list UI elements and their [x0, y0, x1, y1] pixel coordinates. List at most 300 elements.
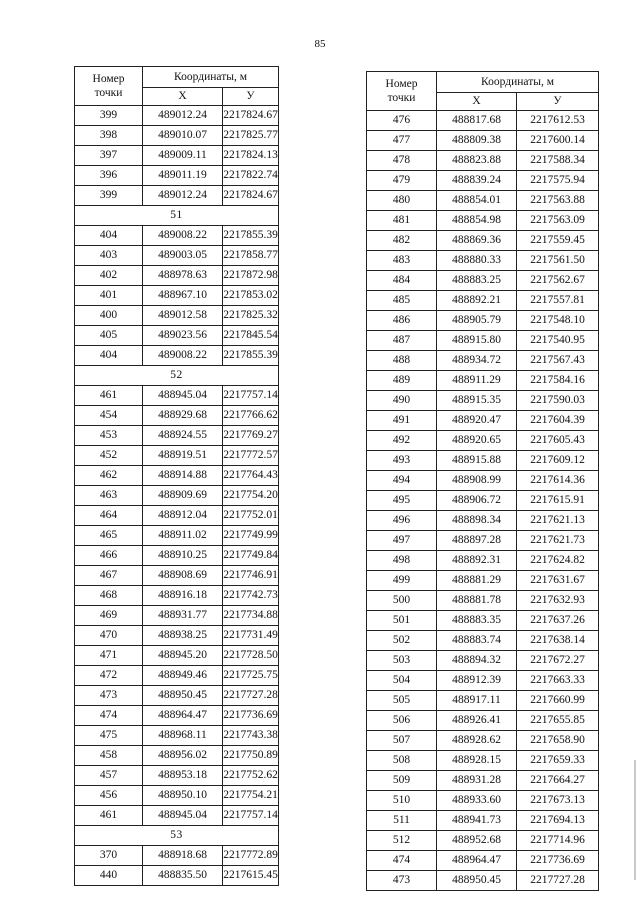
y-coordinate-cell: 2217824.13 [223, 146, 279, 166]
table-row [367, 831, 599, 851]
point-number-cell: 496 [367, 511, 437, 531]
table-row [367, 451, 599, 471]
point-number-cell: 457 [75, 766, 143, 786]
x-coordinate-cell: 489012.58 [143, 306, 223, 326]
y-coordinate-cell: 2217590.03 [517, 391, 599, 411]
table-row [75, 146, 279, 166]
y-coordinate-cell: 2217742.73 [223, 586, 279, 606]
x-coordinate-cell: 489010.07 [143, 126, 223, 146]
x-coordinate-cell: 488950.45 [143, 686, 223, 706]
coordinates-header: Координаты, м [143, 67, 279, 88]
y-coordinate-cell: 2217609.12 [517, 451, 599, 471]
point-number-cell: 500 [367, 591, 437, 611]
y-coordinate-cell: 2217655.85 [517, 711, 599, 731]
point-number-cell: 461 [75, 806, 143, 826]
table-row [75, 466, 279, 486]
x-coordinate-cell: 489012.24 [143, 106, 223, 126]
x-coordinate-cell: 488908.99 [437, 471, 517, 491]
point-number-cell: 404 [75, 346, 143, 366]
point-number-cell: 504 [367, 671, 437, 691]
table-row [75, 386, 279, 406]
y-coordinate-cell: 2217588.34 [517, 151, 599, 171]
x-coordinate-cell: 488950.10 [143, 786, 223, 806]
x-coordinate-cell: 488897.28 [437, 531, 517, 551]
point-number-cell: 471 [75, 646, 143, 666]
point-number-cell: 495 [367, 491, 437, 511]
point-number-cell: 497 [367, 531, 437, 551]
point-number-cell: 509 [367, 771, 437, 791]
x-coordinate-cell: 489008.22 [143, 226, 223, 246]
point-number-cell: 469 [75, 606, 143, 626]
point-number-cell: 480 [367, 191, 437, 211]
table-row [367, 391, 599, 411]
point-number-cell: 456 [75, 786, 143, 806]
table-row [75, 786, 279, 806]
y-coordinate-cell: 2217825.32 [223, 306, 279, 326]
x-coordinate-cell: 488817.68 [437, 111, 517, 131]
table-row [367, 571, 599, 591]
point-number-cell: 397 [75, 146, 143, 166]
x-coordinate-cell: 488883.25 [437, 271, 517, 291]
x-coordinate-cell: 489012.24 [143, 186, 223, 206]
x-coordinate-cell: 488915.35 [437, 391, 517, 411]
section-row [75, 206, 279, 226]
point-number-cell: 400 [75, 306, 143, 326]
point-number-cell: 453 [75, 426, 143, 446]
section-number: 53 [75, 826, 279, 846]
table-row [75, 246, 279, 266]
y-coordinate-cell: 2217757.14 [223, 806, 279, 826]
table-row [367, 131, 599, 151]
y-coordinate-cell: 2217825.77 [223, 126, 279, 146]
scan-edge-mark [634, 760, 636, 880]
section-row [75, 826, 279, 846]
point-number-cell: 399 [75, 186, 143, 206]
x-coordinate-cell: 488911.29 [437, 371, 517, 391]
point-number-cell: 491 [367, 411, 437, 431]
table-row [367, 791, 599, 811]
table-row [75, 666, 279, 686]
section-number: 52 [75, 366, 279, 386]
table-row [75, 686, 279, 706]
point-number-cell: 506 [367, 711, 437, 731]
x-coordinate-cell: 489023.56 [143, 326, 223, 346]
table-row [75, 486, 279, 506]
page-number: 85 [314, 38, 326, 50]
table-row [75, 266, 279, 286]
x-coordinate-cell: 488916.18 [143, 586, 223, 606]
y-coordinate-cell: 2217772.89 [223, 846, 279, 866]
table-row [75, 526, 279, 546]
point-number-cell: 486 [367, 311, 437, 331]
x-coordinate-cell: 488915.80 [437, 331, 517, 351]
point-number-cell: 510 [367, 791, 437, 811]
y-coordinate-cell: 2217615.45 [223, 866, 279, 886]
table-row [367, 771, 599, 791]
x-coordinate-cell: 489008.22 [143, 346, 223, 366]
table-row [367, 191, 599, 211]
table-body-left [75, 106, 279, 886]
point-number-cell: 503 [367, 651, 437, 671]
x-coordinate-cell: 488920.47 [437, 411, 517, 431]
x-coordinate-cell: 489011.19 [143, 166, 223, 186]
y-coordinate-cell: 2217548.10 [517, 311, 599, 331]
y-coordinate-cell: 2217731.49 [223, 626, 279, 646]
y-coordinate-cell: 2217615.91 [517, 491, 599, 511]
table-row [367, 211, 599, 231]
table-body-right [367, 111, 599, 891]
point-number-cell: 498 [367, 551, 437, 571]
point-number-cell: 402 [75, 266, 143, 286]
point-number-cell: 467 [75, 566, 143, 586]
table-row [367, 851, 599, 871]
x-coordinate-cell: 488926.41 [437, 711, 517, 731]
y-coordinate-cell: 2217824.67 [223, 186, 279, 206]
y-coordinate-cell: 2217561.50 [517, 251, 599, 271]
table-row [75, 506, 279, 526]
y-coordinate-cell: 2217766.62 [223, 406, 279, 426]
x-coordinate-cell: 488910.25 [143, 546, 223, 566]
y-coordinate-cell: 2217872.98 [223, 266, 279, 286]
y-column-header: У [223, 87, 279, 105]
x-coordinate-cell: 488934.72 [437, 351, 517, 371]
point-number-cell: 396 [75, 166, 143, 186]
table-row [75, 406, 279, 426]
y-coordinate-cell: 2217563.88 [517, 191, 599, 211]
y-coordinate-cell: 2217660.99 [517, 691, 599, 711]
y-coordinate-cell: 2217621.13 [517, 511, 599, 531]
x-coordinate-cell: 488968.11 [143, 726, 223, 746]
x-coordinate-cell: 488905.79 [437, 311, 517, 331]
y-coordinate-cell: 2217563.09 [517, 211, 599, 231]
table-row [367, 171, 599, 191]
y-coordinate-cell: 2217858.77 [223, 246, 279, 266]
y-coordinate-cell: 2217559.45 [517, 231, 599, 251]
table-row [367, 671, 599, 691]
x-coordinate-cell: 488952.68 [437, 831, 517, 851]
x-coordinate-cell: 488915.88 [437, 451, 517, 471]
table-row [75, 566, 279, 586]
point-number-header: Номер точки [75, 67, 143, 106]
table-row [367, 531, 599, 551]
y-coordinate-cell: 2217637.26 [517, 611, 599, 631]
point-number-cell: 454 [75, 406, 143, 426]
x-coordinate-cell: 488964.47 [143, 706, 223, 726]
point-number-cell: 492 [367, 431, 437, 451]
x-coordinate-cell: 488931.28 [437, 771, 517, 791]
x-coordinate-cell: 488918.68 [143, 846, 223, 866]
y-coordinate-cell: 2217769.27 [223, 426, 279, 446]
point-number-cell: 511 [367, 811, 437, 831]
y-coordinate-cell: 2217749.99 [223, 526, 279, 546]
x-coordinate-cell: 488881.78 [437, 591, 517, 611]
table-row [367, 551, 599, 571]
point-number-cell: 452 [75, 446, 143, 466]
x-coordinate-cell: 488839.24 [437, 171, 517, 191]
table-header [75, 67, 279, 106]
x-coordinate-cell: 488931.77 [143, 606, 223, 626]
y-coordinate-cell: 2217600.14 [517, 131, 599, 151]
point-number-cell: 472 [75, 666, 143, 686]
point-number-cell: 474 [75, 706, 143, 726]
point-number-cell: 458 [75, 746, 143, 766]
y-coordinate-cell: 2217853.02 [223, 286, 279, 306]
table-row [75, 646, 279, 666]
table-row [75, 346, 279, 366]
y-column-header: У [517, 92, 599, 110]
x-coordinate-cell: 488914.88 [143, 466, 223, 486]
point-number-cell: 512 [367, 831, 437, 851]
y-coordinate-cell: 2217694.13 [517, 811, 599, 831]
table-row [367, 271, 599, 291]
x-coordinate-cell: 488928.15 [437, 751, 517, 771]
y-coordinate-cell: 2217772.57 [223, 446, 279, 466]
point-number-cell: 482 [367, 231, 437, 251]
table-row [367, 331, 599, 351]
point-number-cell: 484 [367, 271, 437, 291]
table-header [367, 72, 599, 111]
point-number-cell: 403 [75, 246, 143, 266]
y-coordinate-cell: 2217540.95 [517, 331, 599, 351]
x-coordinate-cell: 488883.35 [437, 611, 517, 631]
point-number-cell: 494 [367, 471, 437, 491]
point-number-cell: 462 [75, 466, 143, 486]
coordinates-table-right [366, 71, 599, 891]
x-column-header: X [143, 87, 223, 105]
x-coordinate-cell: 488964.47 [437, 851, 517, 871]
table-row [75, 126, 279, 146]
table-row [367, 151, 599, 171]
point-number-cell: 508 [367, 751, 437, 771]
y-coordinate-cell: 2217743.38 [223, 726, 279, 746]
table-row [367, 611, 599, 631]
y-coordinate-cell: 2217632.93 [517, 591, 599, 611]
x-coordinate-cell: 488924.55 [143, 426, 223, 446]
x-coordinate-cell: 488835.50 [143, 866, 223, 886]
y-coordinate-cell: 2217855.39 [223, 226, 279, 246]
table-row [367, 491, 599, 511]
point-number-cell: 479 [367, 171, 437, 191]
point-number-cell: 473 [75, 686, 143, 706]
x-coordinate-cell: 488920.65 [437, 431, 517, 451]
y-coordinate-cell: 2217727.28 [223, 686, 279, 706]
table-row [367, 691, 599, 711]
x-coordinate-cell: 489003.05 [143, 246, 223, 266]
y-coordinate-cell: 2217754.21 [223, 786, 279, 806]
x-coordinate-cell: 488938.25 [143, 626, 223, 646]
point-number-cell: 490 [367, 391, 437, 411]
table-row [75, 846, 279, 866]
section-row [75, 366, 279, 386]
x-coordinate-cell: 488880.33 [437, 251, 517, 271]
point-number-cell: 466 [75, 546, 143, 566]
y-coordinate-cell: 2217664.27 [517, 771, 599, 791]
point-number-cell: 399 [75, 106, 143, 126]
y-coordinate-cell: 2217746.91 [223, 566, 279, 586]
point-number-cell: 502 [367, 631, 437, 651]
y-coordinate-cell: 2217604.39 [517, 411, 599, 431]
table-row [75, 166, 279, 186]
table-row [367, 291, 599, 311]
table-row [367, 411, 599, 431]
y-coordinate-cell: 2217575.94 [517, 171, 599, 191]
x-coordinate-cell: 488941.73 [437, 811, 517, 831]
point-number-cell: 461 [75, 386, 143, 406]
x-coordinate-cell: 488917.11 [437, 691, 517, 711]
x-coordinate-cell: 488950.45 [437, 871, 517, 891]
point-number-cell: 440 [75, 866, 143, 886]
point-number-cell: 470 [75, 626, 143, 646]
x-coordinate-cell: 488898.34 [437, 511, 517, 531]
point-number-cell: 478 [367, 151, 437, 171]
point-number-cell: 398 [75, 126, 143, 146]
x-coordinate-cell: 488919.51 [143, 446, 223, 466]
y-coordinate-cell: 2217673.13 [517, 791, 599, 811]
table-row [75, 866, 279, 886]
point-number-cell: 474 [367, 851, 437, 871]
point-number-cell: 483 [367, 251, 437, 271]
x-coordinate-cell: 488892.21 [437, 291, 517, 311]
table-row [75, 326, 279, 346]
y-coordinate-cell: 2217734.88 [223, 606, 279, 626]
x-coordinate-cell: 488823.88 [437, 151, 517, 171]
point-number-cell: 505 [367, 691, 437, 711]
table-row [367, 751, 599, 771]
table-row [75, 226, 279, 246]
x-coordinate-cell: 488883.74 [437, 631, 517, 651]
x-coordinate-cell: 488912.39 [437, 671, 517, 691]
table-row [367, 431, 599, 451]
x-coordinate-cell: 488911.02 [143, 526, 223, 546]
y-coordinate-cell: 2217728.50 [223, 646, 279, 666]
table-row [367, 111, 599, 131]
x-coordinate-cell: 489009.11 [143, 146, 223, 166]
y-coordinate-cell: 2217621.73 [517, 531, 599, 551]
x-coordinate-cell: 488929.68 [143, 406, 223, 426]
table-row [75, 586, 279, 606]
table-row [367, 231, 599, 251]
y-coordinate-cell: 2217614.36 [517, 471, 599, 491]
x-coordinate-cell: 488869.36 [437, 231, 517, 251]
point-number-cell: 473 [367, 871, 437, 891]
x-coordinate-cell: 488809.38 [437, 131, 517, 151]
x-coordinate-cell: 488928.62 [437, 731, 517, 751]
point-number-cell: 463 [75, 486, 143, 506]
point-number-cell: 370 [75, 846, 143, 866]
coordinates-header: Координаты, м [437, 72, 599, 93]
x-coordinate-cell: 488945.20 [143, 646, 223, 666]
y-coordinate-cell: 2217659.33 [517, 751, 599, 771]
y-coordinate-cell: 2217605.43 [517, 431, 599, 451]
point-number-cell: 501 [367, 611, 437, 631]
table-row [367, 371, 599, 391]
point-number-cell: 475 [75, 726, 143, 746]
point-number-cell: 488 [367, 351, 437, 371]
table-row [367, 251, 599, 271]
table-row [367, 351, 599, 371]
point-number-cell: 481 [367, 211, 437, 231]
table-row [75, 726, 279, 746]
y-coordinate-cell: 2217749.84 [223, 546, 279, 566]
table-row [367, 731, 599, 751]
table-row [367, 511, 599, 531]
table-row [75, 806, 279, 826]
table-row [75, 446, 279, 466]
y-coordinate-cell: 2217663.33 [517, 671, 599, 691]
x-coordinate-cell: 488953.18 [143, 766, 223, 786]
table-row [367, 871, 599, 891]
point-number-cell: 477 [367, 131, 437, 151]
y-coordinate-cell: 2217714.96 [517, 831, 599, 851]
x-coordinate-cell: 488949.46 [143, 666, 223, 686]
table-row [75, 106, 279, 126]
point-number-cell: 487 [367, 331, 437, 351]
table-row [75, 186, 279, 206]
point-number-cell: 465 [75, 526, 143, 546]
table-row [75, 426, 279, 446]
y-coordinate-cell: 2217658.90 [517, 731, 599, 751]
table-row [75, 546, 279, 566]
y-coordinate-cell: 2217631.67 [517, 571, 599, 591]
table-row [75, 606, 279, 626]
point-number-cell: 499 [367, 571, 437, 591]
x-coordinate-cell: 488978.63 [143, 266, 223, 286]
y-coordinate-cell: 2217752.62 [223, 766, 279, 786]
y-coordinate-cell: 2217736.69 [517, 851, 599, 871]
x-coordinate-cell: 488909.69 [143, 486, 223, 506]
x-coordinate-cell: 488908.69 [143, 566, 223, 586]
y-coordinate-cell: 2217727.28 [517, 871, 599, 891]
table-row [367, 471, 599, 491]
y-coordinate-cell: 2217845.54 [223, 326, 279, 346]
y-coordinate-cell: 2217750.89 [223, 746, 279, 766]
point-number-cell: 476 [367, 111, 437, 131]
x-coordinate-cell: 488906.72 [437, 491, 517, 511]
section-number: 51 [75, 206, 279, 226]
table-row [75, 706, 279, 726]
table-row [367, 631, 599, 651]
x-coordinate-cell: 488912.04 [143, 506, 223, 526]
y-coordinate-cell: 2217764.43 [223, 466, 279, 486]
table-row [367, 311, 599, 331]
y-coordinate-cell: 2217612.53 [517, 111, 599, 131]
y-coordinate-cell: 2217624.82 [517, 551, 599, 571]
x-coordinate-cell: 488892.31 [437, 551, 517, 571]
x-coordinate-cell: 488945.04 [143, 806, 223, 826]
x-coordinate-cell: 488933.60 [437, 791, 517, 811]
coordinates-table-left [74, 66, 279, 886]
table-row [367, 651, 599, 671]
y-coordinate-cell: 2217562.67 [517, 271, 599, 291]
y-coordinate-cell: 2217567.43 [517, 351, 599, 371]
x-column-header: X [437, 92, 517, 110]
y-coordinate-cell: 2217672.27 [517, 651, 599, 671]
point-number-cell: 404 [75, 226, 143, 246]
y-coordinate-cell: 2217855.39 [223, 346, 279, 366]
x-coordinate-cell: 488894.32 [437, 651, 517, 671]
point-number-cell: 485 [367, 291, 437, 311]
y-coordinate-cell: 2217822.74 [223, 166, 279, 186]
y-coordinate-cell: 2217638.14 [517, 631, 599, 651]
y-coordinate-cell: 2217824.67 [223, 106, 279, 126]
y-coordinate-cell: 2217752.01 [223, 506, 279, 526]
table-row [367, 591, 599, 611]
table-row [75, 306, 279, 326]
y-coordinate-cell: 2217584.16 [517, 371, 599, 391]
point-number-cell: 507 [367, 731, 437, 751]
table-row [75, 626, 279, 646]
point-number-cell: 405 [75, 326, 143, 346]
